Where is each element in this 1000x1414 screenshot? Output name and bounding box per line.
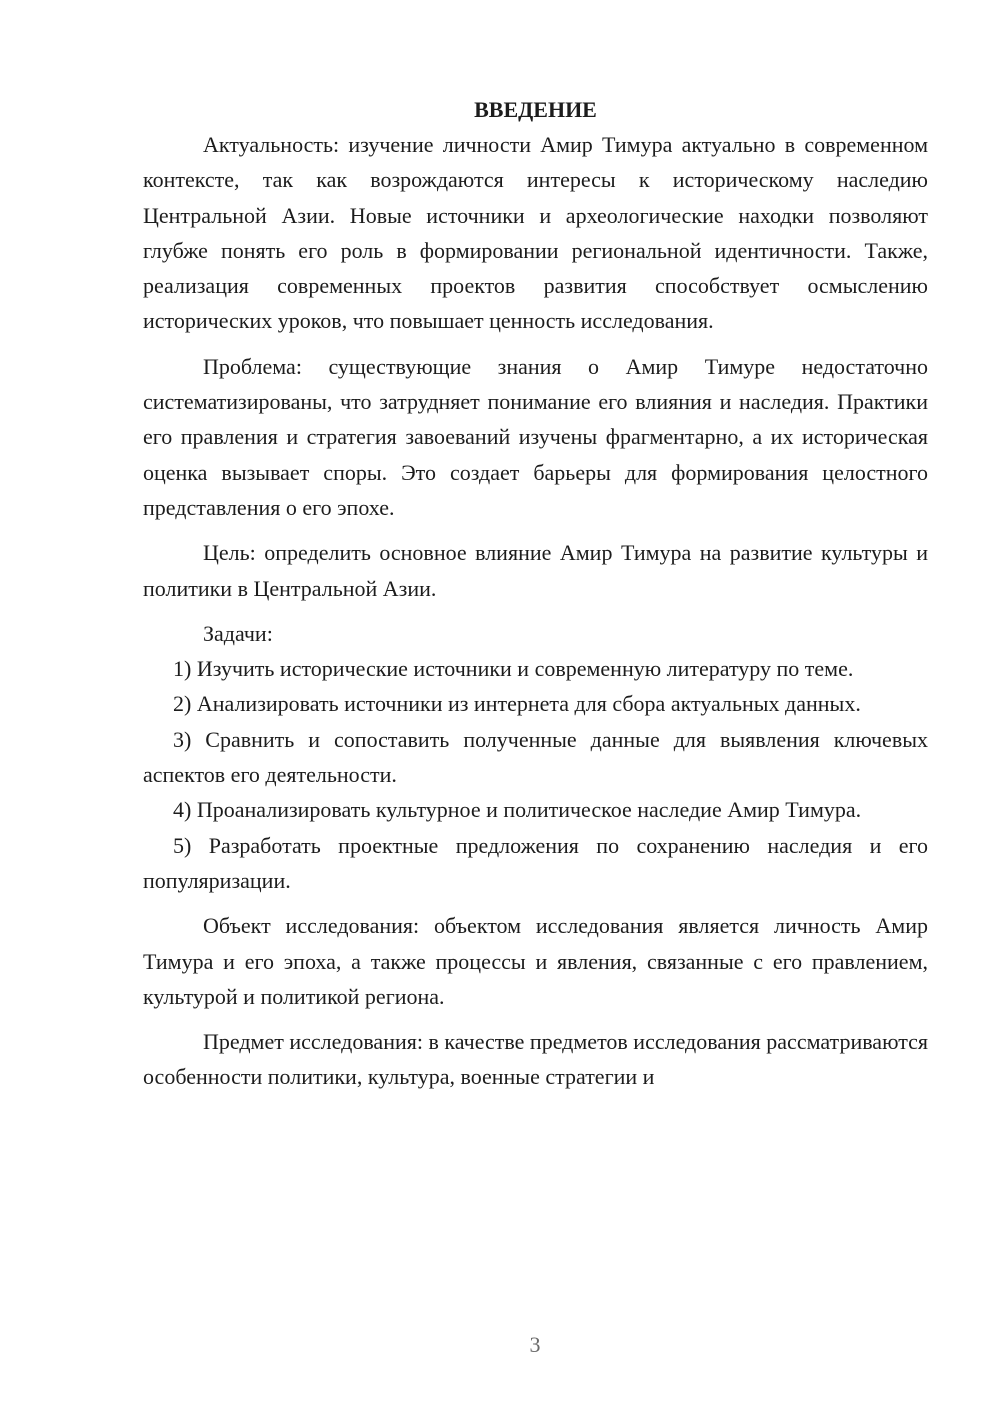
- page-title: ВВЕДЕНИЕ: [474, 97, 597, 122]
- document-page: [143, 92, 928, 1095]
- task-item-1: 1) Изучить исторические источники и современную литературу по теме.: [173, 656, 854, 682]
- paragraph-goal: Цель: определить основное влияние Амир Тимура на развитие культуры и политики в Центральной Азии.: [143, 540, 928, 601]
- task-item-3: 3) Сравнить и сопоставить полученные данные для выявления ключевых аспектов его деятельности.: [143, 726, 928, 788]
- tasks-label: Задачи:: [203, 620, 273, 646]
- paragraph-object: Объект исследования: объектом исследования является личность Амир Тимура и его эпоха, а также процессы и явления, связанные с его правлением, культурой и политикой региона.: [143, 913, 928, 1009]
- page-number: 3: [529, 1332, 541, 1357]
- task-item-2: 2) Анализировать источники из интернета для сбора актуальных данных.: [173, 691, 861, 717]
- paragraph-subject: Предмет исследования: в качестве предметов исследования рассматриваются особенности политики, культура, военные стратегии и: [143, 1029, 928, 1090]
- paragraph-problem: Проблема: существующие знания о Амир Тимуре недостаточно систематизированы, что затрудняет понимание его влияния и наследия. Практики его правления и стратегия завоеваний изучены фрагментарно, а их историческая оценка вызывает споры. Это создает барьеры для формирования целостного представления о его эпохе.: [143, 353, 928, 520]
- paragraph-relevance: Актуальность: изучение личности Амир Тимура актуально в современном контексте, так как возрождаются интересы к историческому наследию Центральной Азии. Новые источники и археологические находки позволяют глубже понять его роль в формировании региональной идентичности. Также, реализация современных проектов развития способствует осмыслению исторических уроков, что повышает ценность исследования.: [143, 132, 928, 334]
- task-item-4: 4) Проанализировать культурное и политическое наследие Амир Тимура.: [173, 797, 862, 823]
- task-item-5: 5) Разработать проектные предложения по сохранению наследия и его популяризации.: [143, 832, 928, 893]
